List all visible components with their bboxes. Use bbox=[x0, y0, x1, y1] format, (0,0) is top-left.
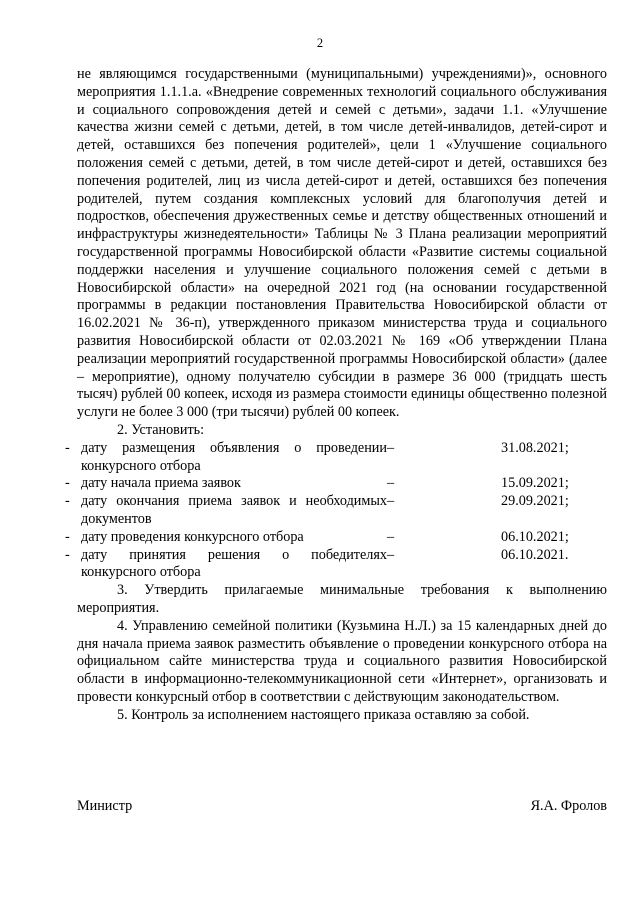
order-body bbox=[65, 66, 607, 724]
dates-list bbox=[65, 439, 607, 582]
date-row bbox=[65, 493, 607, 529]
date-value: 06.10.2021; bbox=[501, 528, 569, 545]
date-label: дату проведения конкурсного отбора bbox=[81, 528, 304, 545]
bullet: - bbox=[65, 475, 70, 492]
date-value: 15.09.2021; bbox=[501, 475, 569, 492]
item-4: 4. Управлению семейной политики (Кузьмина Н.Л.) за 15 календарных дней до дня начала приема заявок разместить объявление о проведении конкурсного отбора на официальном сайте министерства труда и социального развития Новосибирской области в информационно-телекоммуникационной сети «Интернет», организовать и провести конкурсный отбор в соответствии с действующим законодательством. bbox=[77, 617, 607, 705]
date-row bbox=[65, 475, 607, 493]
date-label: дату начала приема заявок bbox=[81, 475, 241, 492]
date-row bbox=[65, 528, 607, 547]
date-dash: – bbox=[387, 546, 395, 563]
date-dash: – bbox=[387, 493, 395, 510]
intro-paragraph: не являющимся государственными (муниципальными) учреждениями)», основного мероприятия 1.1.1.а. «Внедрение современных технологий социального обслуживания и социального сопровождения детей и семей с детьми», задачи 1.1. «Улучшение качества жизни семей с детьми, детей, в том числе детей-инвалидов, детей-сирот и детей, оставшихся без попечения родителей», цели 1 «Улучшение социального положения семей с детьми, детей, в том числе детей-сирот и детей, оставшихся без попечения родителей, лиц из числа детей-сирот и детей, оставшихся без попечения родителей, путем создания комплексных условий для благополучия детей и подростков, обеспечения дружественных семье и детству общественных отношений и инфраструктуры жизнедеятельности» Таблицы № 3 Плана реализации мероприятий государственной программы Новосибирской области «Развитие системы социальной поддержки населения и улучшение социального положения семей с детьми в Новосибирской области» на очередной 2021 год (на основании государственной программы в редакции постановления Правительства Новосибирской области от 16.02.2021 № 36-п), утвержденного приказом министерства труда и социального развития Новосибирской области от 02.03.2021 № 169 «Об утверждении Плана реализации мероприятий государственной программы Новосибирской области» (далее – мероприятие), одному получателю субсидии в размере 36 000 (тридцать шесть тысяч) рублей 00 копеек, исходя из размера стоимости единицы общественно полезной услуги не более 3 000 (три тысячи) рублей 00 копеек. bbox=[77, 66, 607, 421]
bullet: - bbox=[65, 493, 70, 510]
item-5: 5. Контроль за исполнением настоящего приказа оставляю за собой. bbox=[117, 706, 530, 723]
page-number: 2 bbox=[316, 36, 324, 50]
date-value: 06.10.2021. bbox=[501, 546, 569, 563]
signatory-position: Министр bbox=[77, 798, 133, 814]
date-row bbox=[65, 546, 607, 583]
date-dash: – bbox=[387, 528, 395, 545]
bullet: - bbox=[65, 439, 70, 456]
signatory-name: Я.А. Фролов bbox=[530, 798, 607, 814]
date-label: дату принятия решения о победителях конкурсного отбора bbox=[81, 546, 387, 581]
date-dash: – bbox=[387, 475, 395, 492]
item-3: 3. Утвердить прилагаемые минимальные требования к выполнению мероприятия. bbox=[77, 582, 607, 616]
signature-block bbox=[77, 798, 607, 815]
date-label: дату размещения объявления о проведении конкурсного отбора bbox=[81, 439, 387, 474]
date-dash: – bbox=[387, 439, 395, 456]
date-value: 31.08.2021; bbox=[501, 439, 569, 456]
item-2-heading: 2. Установить: bbox=[117, 421, 205, 438]
date-label: дату окончания приема заявок и необходимых документов bbox=[81, 493, 387, 527]
date-row bbox=[65, 439, 607, 476]
bullet: - bbox=[65, 546, 70, 563]
date-value: 29.09.2021; bbox=[501, 493, 569, 510]
bullet: - bbox=[65, 528, 70, 545]
